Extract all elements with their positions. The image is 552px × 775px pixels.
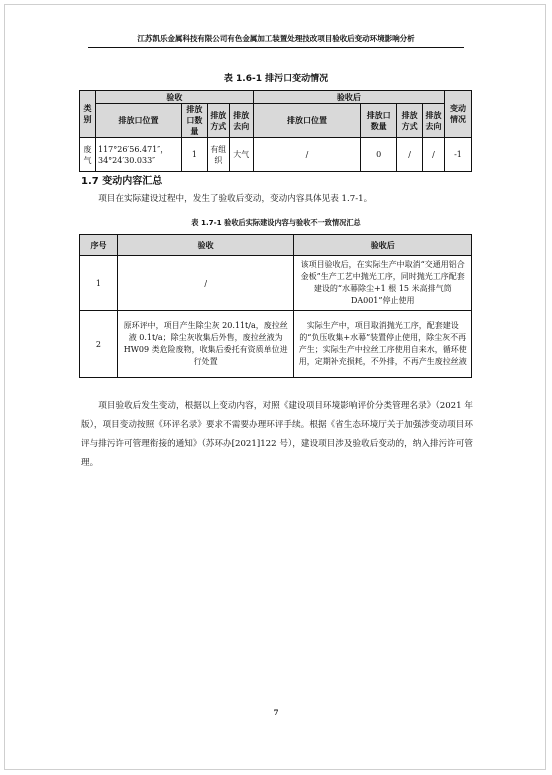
sub-mode-after: 排放方式 [397, 104, 423, 138]
paragraph-conclusion: 项目验收后发生变动，根据以上变动内容，对照《建设项目环境影响评价分类管理名录》（2021 年版），项目变动按照《环评名录》要求不需要办理环评手续。根据《省生态环境厅关于加强涉变动项目环评与排污许可管理衔接的通知》（苏环办[2021]122 号），建设项目涉及验收后变动的，纳入排污许可管理。 [81, 401, 473, 468]
col-before: 验收 [117, 235, 294, 256]
change-summary-table [79, 234, 472, 378]
row2-no: 2 [80, 311, 118, 378]
document-header: 江苏凯乐金属科技有限公司有色金属加工装置处理技改项目验收后变动环境影响分析 [137, 34, 415, 43]
row2-after: 实际生产中，项目取消抛光工序，配套建设的“负压收集+水幕”装置停止使用，除尘灰不再产生；实际生产中拉丝工序使用自来水，循环使用，定期补充损耗，不外排，不再产生废拉丝液 [294, 311, 472, 378]
sub-count-after: 排放口数量 [361, 104, 397, 138]
cell-after-location: / [253, 138, 361, 172]
group-before: 验收 [95, 91, 253, 104]
row1-no: 1 [80, 256, 118, 311]
page-number: 7 [273, 708, 279, 717]
cell-after-count: 0 [361, 138, 397, 172]
cell-after-dest: / [423, 138, 445, 172]
cell-mode: 有组织 [207, 138, 229, 172]
sub-count-before: 排放口数量 [181, 104, 207, 138]
row1-after: 该项目验收后，在实际生产中取消“交通用铝合金板”生产工艺中抛光工序，同时抛光工序配套建设的“水幕除尘+1 根 15 米高排气筒 DA001”停止使用 [294, 256, 472, 311]
group-after: 验收后 [253, 91, 444, 104]
cell-count: 1 [181, 138, 207, 172]
cell-dest: 大气 [229, 138, 253, 172]
row1-before: / [117, 256, 294, 311]
paragraph-intro: 项目在实际建设过程中，发生了验收后变动，变动内容具体见表 1.7-1。 [98, 194, 373, 204]
col-no: 序号 [80, 235, 118, 256]
row2-before: 原环评中，项目产生除尘灰 20.11t/a，废拉丝液 0.1t/a；除尘灰收集后外售，废拉丝液为 HW09 类危险废物，收集后委托有资质单位进行处置 [117, 311, 294, 378]
table2-caption: 表 1.7-1 验收后实际建设内容与验收不一致情况汇总 [191, 218, 361, 227]
col-category: 类别 [80, 91, 96, 138]
outlet-change-table [79, 90, 472, 172]
cell-after-mode: / [397, 138, 423, 172]
cell-location: 117°26′56.471″，34°24′30.033″ [95, 138, 181, 172]
col-after: 验收后 [294, 235, 472, 256]
sub-dest-after: 排放去向 [423, 104, 445, 138]
sub-location-after: 排放口位置 [253, 104, 361, 138]
table1-caption: 表 1.6-1 排污口变动情况 [223, 74, 329, 84]
cell-category: 废气 [80, 138, 96, 172]
cell-change: -1 [445, 138, 472, 172]
col-change: 变动情况 [445, 91, 472, 138]
section-title: 1.7 变动内容汇总 [81, 176, 163, 187]
sub-dest-before: 排放去向 [229, 104, 253, 138]
sub-location-before: 排放口位置 [95, 104, 181, 138]
sub-mode-before: 排放方式 [207, 104, 229, 138]
header-rule [88, 47, 464, 48]
